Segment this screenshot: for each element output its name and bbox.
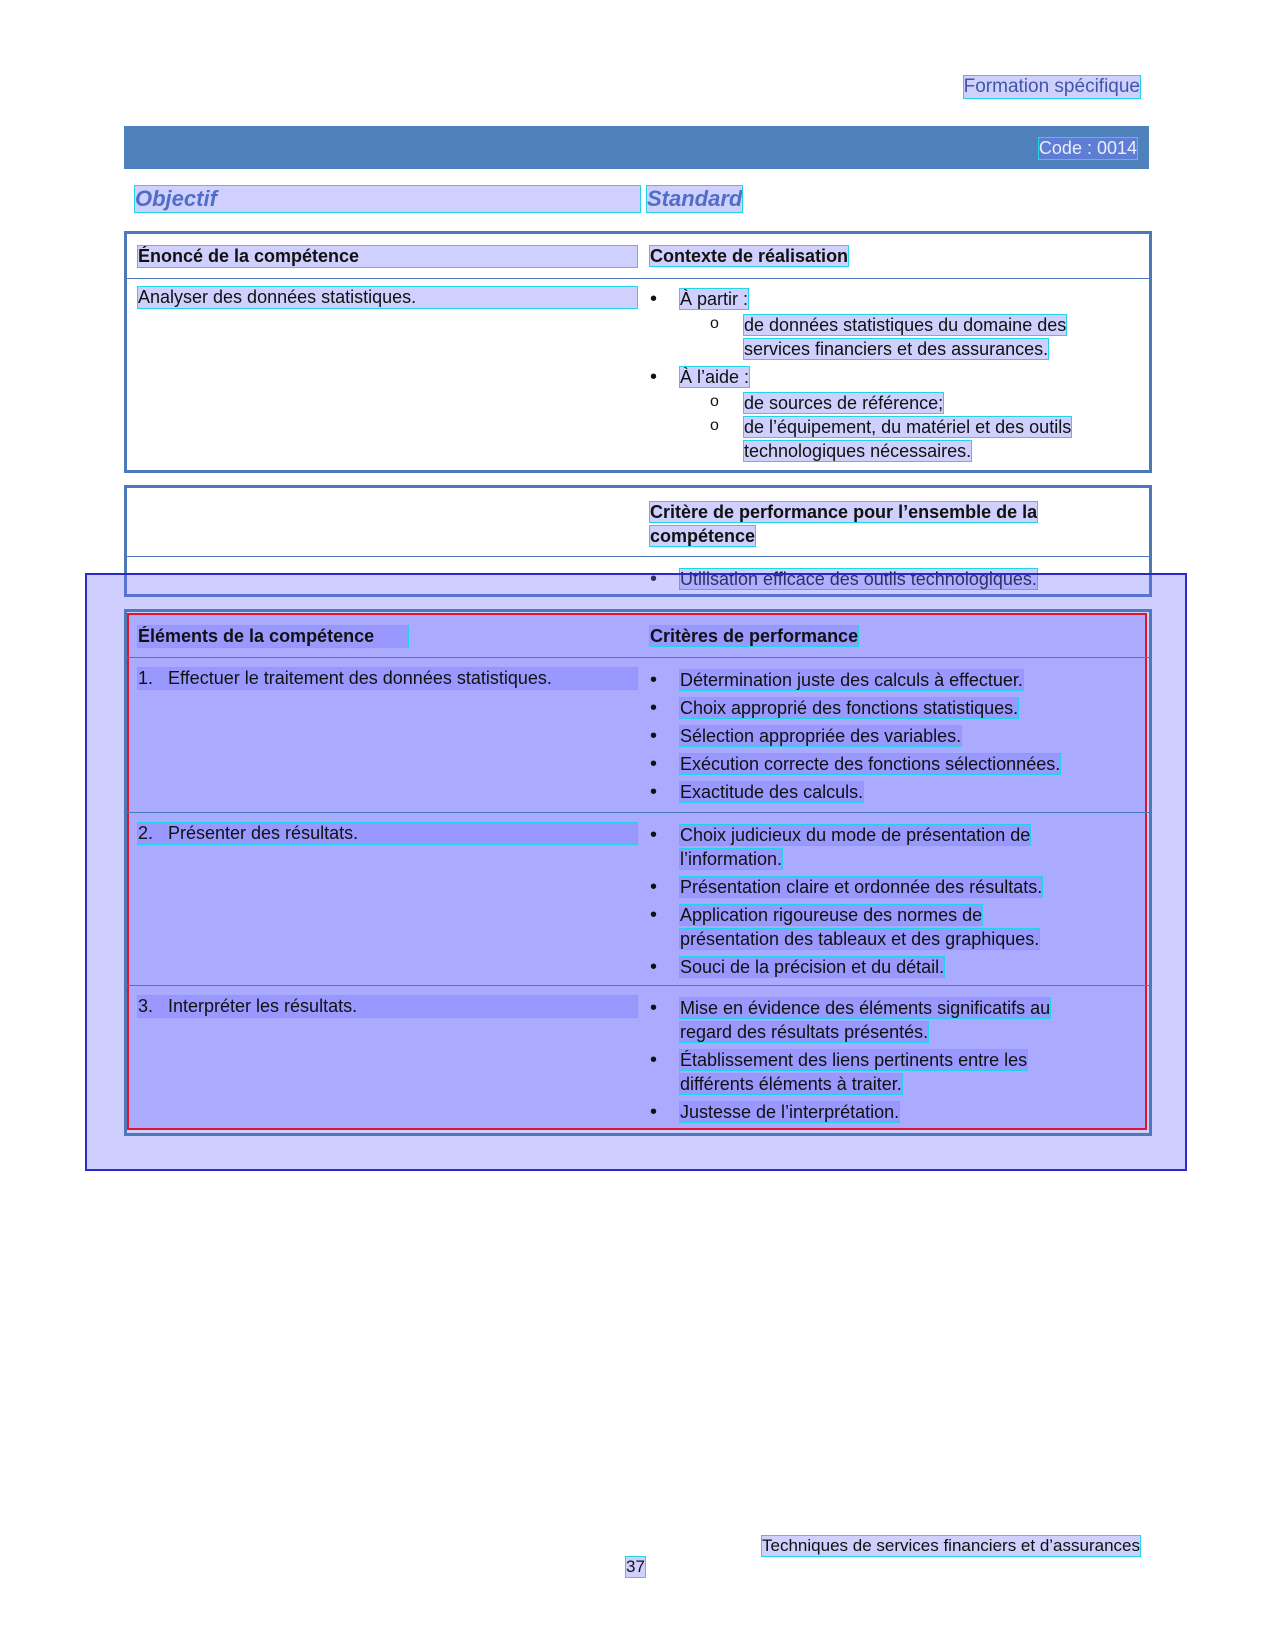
criterion: • Établissement des liens pertinents entre les différents éléments à traiter. bbox=[650, 1048, 1090, 1096]
element-label: 3. Interpréter les résultats. bbox=[138, 996, 637, 1017]
criteria-header: Critères de performance bbox=[650, 626, 859, 646]
statement-header: Énoncé de la compétence bbox=[138, 246, 637, 267]
table-header-row bbox=[127, 612, 1149, 657]
criterion: • Justesse de l’interprétation. bbox=[650, 1100, 1090, 1124]
criterion: • Exécution correcte des fonctions sélectionnées. bbox=[650, 752, 1120, 776]
context-item: • À partir : o de données statistiques du domaine des services financiers et des assurances. bbox=[650, 287, 1110, 361]
context-subitem: o de sources de référence; bbox=[680, 391, 1110, 415]
criterion: • Application rigoureuse des normes de présentation des tableaux et des graphiques. bbox=[650, 903, 1070, 951]
competency-code: Code : 0014 bbox=[1038, 138, 1137, 158]
table-row bbox=[127, 657, 1149, 813]
context-item: • À l’aide : o de sources de référence; o de l’équipement, du matériel et des outils technologiques nécessaires. bbox=[650, 365, 1110, 463]
element-label: 2. Présenter des résultats. bbox=[138, 823, 637, 844]
criterion: • Sélection appropriée des variables. bbox=[650, 724, 1120, 748]
competence-statement: Analyser des données statistiques. bbox=[138, 287, 637, 308]
context-subitem: o de l’équipement, du matériel et des outils technologiques nécessaires. bbox=[680, 415, 1110, 463]
elements-header: Éléments de la compétence bbox=[138, 626, 408, 647]
criteria-list bbox=[650, 823, 1070, 979]
criterion: • Détermination juste des calculs à effectuer. bbox=[650, 668, 1120, 692]
table-row bbox=[127, 278, 1149, 470]
global-criteria-header: Critère de performance pour l’ensemble de la compétence bbox=[650, 502, 1038, 546]
context-list bbox=[650, 287, 1110, 463]
table-row bbox=[127, 812, 1149, 986]
global-criterion: • Utilisation efficace des outils technologiques. bbox=[650, 567, 1120, 591]
criterion: • Choix judicieux du mode de présentation de l’information. bbox=[650, 823, 1070, 871]
criterion: • Choix approprié des fonctions statistiques. bbox=[650, 696, 1120, 720]
elements-table bbox=[124, 609, 1152, 1136]
competence-statement-table bbox=[124, 231, 1152, 473]
criteria-list bbox=[650, 996, 1090, 1124]
table-header-row bbox=[127, 234, 1149, 278]
element-label: 1. Effectuer le traitement des données statistiques. bbox=[138, 668, 637, 689]
objective-title: Objectif bbox=[135, 186, 640, 212]
table-row bbox=[127, 985, 1149, 1133]
criterion: • Exactitude des calculs. bbox=[650, 780, 1120, 804]
page-number: 37 bbox=[626, 1557, 645, 1576]
criteria-list bbox=[650, 668, 1120, 804]
criterion: • Présentation claire et ordonnée des résultats. bbox=[650, 875, 1070, 899]
criterion: • Souci de la précision et du détail. bbox=[650, 955, 1070, 979]
code-bar bbox=[124, 126, 1149, 169]
footer-program-name: Techniques de services financiers et d’assurances bbox=[762, 1536, 1140, 1555]
context-subitem: o de données statistiques du domaine des services financiers et des assurances. bbox=[680, 313, 1110, 361]
criterion: • Mise en évidence des éléments significatifs au regard des résultats présentés. bbox=[650, 996, 1090, 1044]
running-header: Formation spécifique bbox=[963, 76, 1140, 97]
context-header: Contexte de réalisation bbox=[650, 246, 849, 266]
standard-title: Standard bbox=[647, 186, 743, 211]
